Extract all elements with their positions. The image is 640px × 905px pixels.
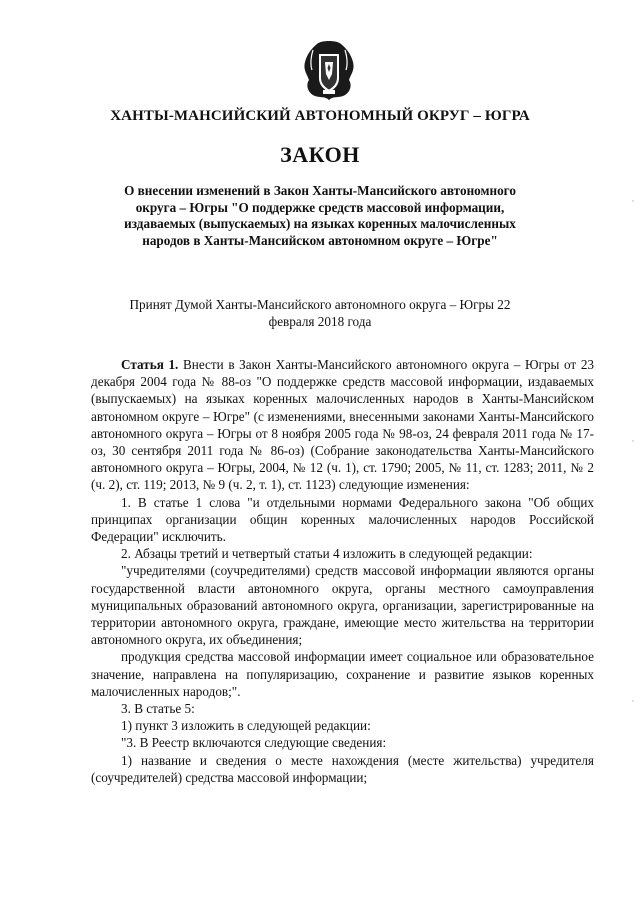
body-paragraph: 1. В статье 1 слова "и отдельными нормами Федерального закона "Об общих принципах организации общин коренных малочисленных народов Российской Федерации" исключить. <box>91 494 594 545</box>
law-body <box>91 356 594 786</box>
adoption-note: Принят Думой Ханты-Мансийского автономного округа – Югры 22 февраля 2018 года <box>129 297 511 329</box>
article-1-paragraph <box>91 356 594 494</box>
body-paragraph: 3. В статье 5: <box>121 701 195 717</box>
document-type-title: ЗАКОН <box>280 142 360 167</box>
body-paragraph: 2. Абзацы третий и четвертый статьи 4 изложить в следующей редакции: <box>121 546 533 562</box>
body-paragraph: "3. В Реестр включаются следующие сведения: <box>121 735 387 751</box>
article-text: Внести в Закон Ханты-Мансийского автономного округа – Югры от 23 декабря 2004 года № 88-оз "О поддержке средств массовой информации, издаваемых (выпускаемых) на языках коренных малочисленных народов в Ханты-Мансийском автономном округе – Югре" (с изменениями, внесенными законами Ханты-Мансийского автономного округа – Югры от 8 ноября 2005 года № 98-оз, 24 февраля 2011 года № 17-оз, 30 сентября 2011 года № 86-оз) (Собрание законодательства Ханты-Мансийского автономного округа – Югры, 2004, № 12 (ч. 1), ст. 1790; 2005, № 11, ст. 1283; 2011, № 2 (ч. 2), ст. 119; 2013, № 9 (ч. 2, т. 1), ст. 1123) следующие изменения: <box>91 357 595 493</box>
body-paragraph: "учредителями (соучредителями) средств массовой информации являются органы государственной власти автономного округа, органы местного самоуправления муниципальных образований автономного округа, организации, зарегистрированные на территории автономного округа, граждане, имеющие место жительства на территории автономного округа, их объединения; <box>91 563 594 648</box>
body-paragraph: 1) название и сведения о месте нахождения (месте жительства) учредителя (соучредителей) средства массовой информации; <box>91 752 594 785</box>
body-paragraph: продукция средства массовой информации имеет социальное или образовательное значение, направлена на популяризацию, сохранение и развитие языков коренных малочисленных народов;". <box>91 649 594 699</box>
article-label: Статья 1. <box>121 357 179 372</box>
scan-edge-mark <box>632 200 634 202</box>
scan-edge-mark <box>632 440 634 442</box>
body-paragraph: 1) пункт 3 изложить в следующей редакции: <box>121 718 371 734</box>
region-title: ХАНТЫ-МАНСИЙСКИЙ АВТОНОМНЫЙ ОКРУГ – ЮГРА <box>110 108 530 124</box>
law-subject-heading: О внесении изменений в Закон Ханты-Мансийского автономного округа – Югры "О поддержке средств массовой информации, издаваемых (выпускаемых) на языках коренных малочисленных народов в Ханты-Мансийском автономном округе – Югре" <box>124 183 516 248</box>
coat-of-arms-icon <box>299 40 359 102</box>
scan-edge-mark <box>632 700 634 702</box>
